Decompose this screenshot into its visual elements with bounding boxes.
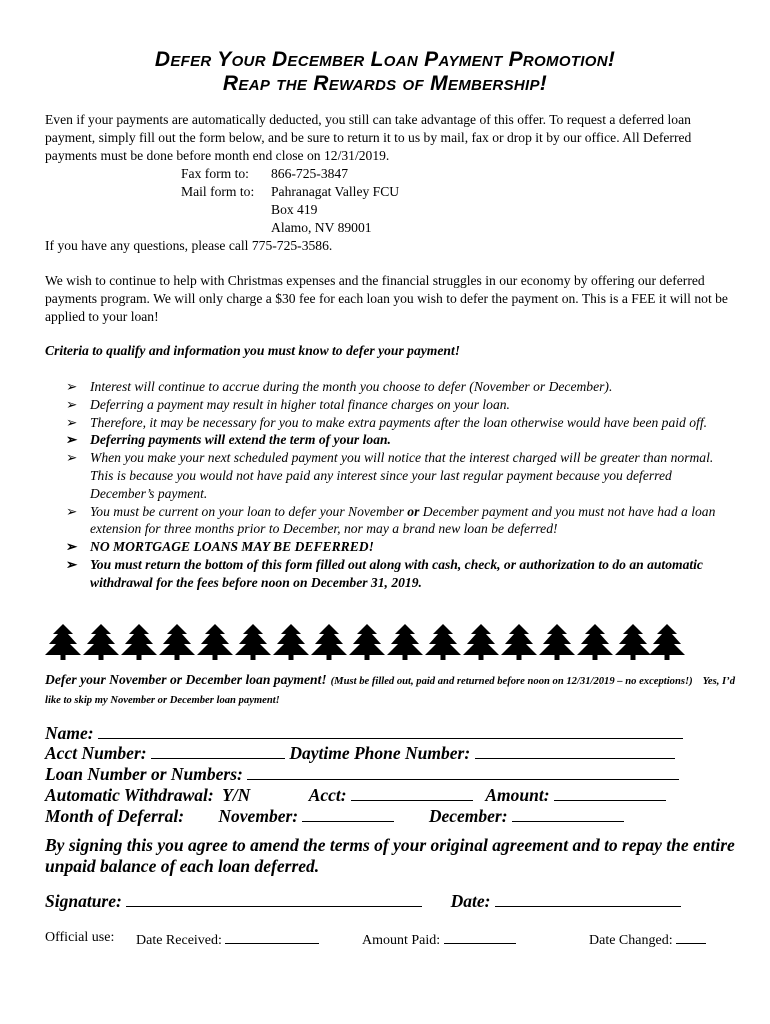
official-use-label: Official use: — [45, 930, 115, 945]
loan-numbers-row — [45, 763, 679, 785]
defer-section-heading: Defer your November or December loan payment! (Must be filled out, paid and returned before noon on 12/31/2019 – no exceptions!) Yes, I’d like to skip my November or December loan payment! — [45, 672, 735, 706]
acct-phone-row — [45, 742, 675, 764]
tree-icon — [425, 624, 461, 660]
name-field[interactable] — [98, 722, 683, 739]
loan-numbers-field[interactable] — [247, 763, 679, 780]
date-changed-field[interactable] — [676, 930, 706, 944]
signature-label: Signature: — [45, 891, 122, 911]
month-deferral-row — [45, 805, 624, 827]
amount-label: Amount: — [485, 785, 550, 805]
tree-icon — [577, 624, 613, 660]
agreement-text: By signing this you agree to amend the terms of your original agreement and to repay the entire unpaid balance of each loan deferred. — [45, 835, 735, 876]
tree-icon — [235, 624, 271, 660]
tree-icon — [501, 624, 537, 660]
auto-withdrawal-row — [45, 784, 666, 806]
list-item: ➢ Deferring a payment may result in higher total finance charges on your loan. — [66, 396, 510, 412]
mail-box: Box 419 — [271, 202, 318, 217]
acct-number-field[interactable] — [151, 742, 285, 759]
arrow-bullet-icon: ➢ — [66, 379, 78, 394]
amount-paid-label: Amount Paid: — [362, 933, 441, 948]
tree-icon — [311, 624, 347, 660]
list-item: ➢ You must return the bottom of this form filled out along with cash, check, or authorization to do an automatic withdrawal for the fees before noon on December 31, 2019. — [66, 556, 703, 590]
page-subtitle: Reap the Rewards of Membership! — [222, 72, 548, 95]
tree-icon — [121, 624, 157, 660]
name-label: Name: — [45, 723, 94, 743]
date-changed-label: Date Changed: — [589, 933, 673, 948]
daytime-phone-label: Daytime Phone Number: — [289, 743, 471, 763]
amount-paid-field[interactable] — [444, 930, 516, 944]
list-item: ➢ Therefore, it may be necessary for you to make extra payments after the loan otherwise would have been paid off. — [66, 414, 708, 430]
arrow-bullet-icon: ➢ — [66, 414, 78, 430]
mail-label: Mail form to: — [181, 184, 255, 199]
auto-withdrawal-label: Automatic Withdrawal: — [45, 785, 214, 805]
questions-line: If you have any questions, please call 775-725-3586. — [45, 238, 333, 253]
mail-name: Pahranagat Valley FCU — [271, 184, 400, 199]
criteria-heading: Criteria to qualify and information you must know to defer your payment! — [45, 343, 461, 358]
auto-withdrawal-yn[interactable]: Y/N — [222, 785, 251, 805]
tree-icon — [45, 624, 81, 660]
arrow-bullet-icon: ➢ — [66, 556, 78, 572]
loan-numbers-label: Loan Number or Numbers: — [45, 764, 243, 784]
tree-icon — [387, 624, 423, 660]
december-field[interactable] — [512, 805, 624, 822]
criteria-list — [66, 378, 736, 592]
acct-field[interactable] — [351, 784, 473, 801]
defer-confirm: Yes, I’d like to skip my November or December loan payment! — [45, 676, 735, 706]
november-field[interactable] — [302, 805, 394, 822]
intro-paragraph: Even if your payments are automatically deducted, you still can take advantage of this offer. To request a deferred loan payment, simply fill out the form below, and be sure to return it to us by mail, fax or drop it by our office. All Deferred payments must be done before month end close on 12/31/2019. — [45, 112, 692, 163]
date-received-group — [136, 930, 319, 949]
tree-icon — [539, 624, 575, 660]
date-received-label: Date Received: — [136, 933, 222, 948]
arrow-bullet-icon: ➢ — [66, 450, 78, 466]
tree-icon — [159, 624, 195, 660]
fee-paragraph: We wish to continue to help with Christmas expenses and the financial struggles in our economy by offering our deferred payments program. We will only charge a $30 fee for each loan you wish to defer the payment on. This is a FEE it will not be applied to your loan! — [45, 273, 728, 324]
list-item: ➢ NO MORTGAGE LOANS MAY BE DEFERRED! — [66, 539, 374, 555]
tree-icon — [197, 624, 233, 660]
date-changed-group — [589, 930, 706, 949]
christmas-tree-divider — [45, 622, 685, 662]
date-received-field[interactable] — [225, 930, 319, 944]
arrow-bullet-icon: ➢ — [66, 503, 78, 519]
signature-row — [45, 890, 681, 912]
acct-number-label: Acct Number: — [45, 743, 147, 763]
arrow-bullet-icon: ➢ — [66, 539, 78, 555]
arrow-bullet-icon: ➢ — [66, 396, 78, 412]
fax-number: 866-725-3847 — [271, 166, 349, 181]
page-title: Defer Your December Loan Payment Promotion! — [154, 48, 616, 71]
tree-icon — [649, 624, 685, 660]
date-field[interactable] — [495, 890, 681, 907]
fax-label: Fax form to: — [181, 166, 249, 181]
mail-city: Alamo, NV 89001 — [271, 220, 372, 235]
list-item: ➢ Interest will continue to accrue during the month you choose to defer (November or December). — [66, 379, 613, 394]
daytime-phone-field[interactable] — [475, 742, 675, 759]
arrow-bullet-icon: ➢ — [66, 432, 78, 448]
name-row — [45, 722, 683, 744]
list-item: ➢ When you make your next scheduled payment you will notice that the interest charged will be greater than normal. This is because you would not have paid any interest since your last regular payment because you deferred December’s payment. — [66, 450, 714, 501]
tree-icon — [83, 624, 119, 660]
december-label: December: — [428, 806, 508, 826]
amount-paid-group — [362, 930, 516, 949]
month-deferral-label: Month of Deferral: — [45, 806, 185, 826]
defer-note: (Must be filled out, paid and returned before noon on 12/31/2019 – no exceptions!) — [330, 676, 693, 687]
tree-icon — [615, 624, 651, 660]
tree-icon — [463, 624, 499, 660]
acct-label: Acct: — [308, 785, 347, 805]
november-label: November: — [218, 806, 299, 826]
list-item: ➢ Deferring payments will extend the term of your loan. — [66, 432, 391, 448]
tree-icon — [349, 624, 385, 660]
tree-icon — [273, 624, 309, 660]
list-item: ➢ You must be current on your loan to defer your November or December payment and you must not have had a loan extension for three months prior to December, nor may a brand new loan be deferred! — [66, 503, 716, 537]
signature-field[interactable] — [126, 890, 422, 907]
amount-field[interactable] — [554, 784, 666, 801]
date-label: Date: — [450, 891, 491, 911]
